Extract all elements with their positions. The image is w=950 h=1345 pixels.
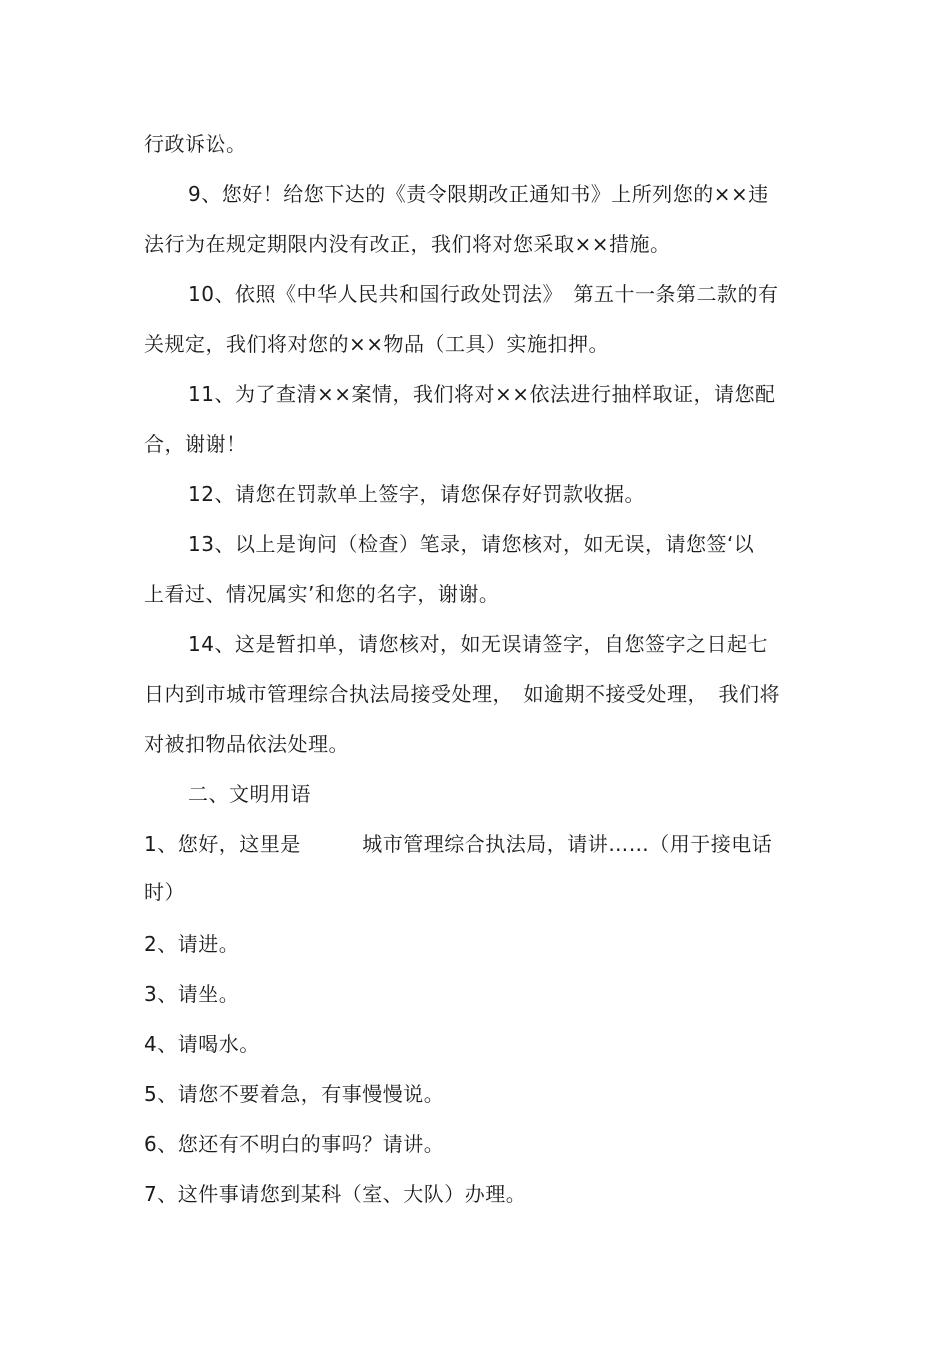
text-line: 上看过、情况属实’和您的名字，谢谢。 bbox=[144, 582, 500, 606]
text-line: 5、请您不要着急，有事慢慢说。 bbox=[144, 1082, 445, 1106]
text-line: 4、请喝水。 bbox=[144, 1032, 260, 1056]
text-line: 6、您还有不明白的事吗？请讲。 bbox=[144, 1132, 445, 1156]
text-line: 1、您好，这里是 城市管理综合执法局，请讲……（用于接电话 bbox=[144, 832, 773, 856]
text-line: 7、这件事请您到某科（室、大队）办理。 bbox=[144, 1182, 527, 1206]
text-line: 11、为了查清××案情，我们将对××依法进行抽样取证，请您配 bbox=[188, 382, 776, 406]
text-line: 2、请进。 bbox=[144, 932, 240, 956]
text-line: 14、这是暂扣单，请您核对，如无误请签字，自您签字之日起七 bbox=[188, 632, 768, 656]
section-heading: 二、文明用语 bbox=[188, 782, 311, 806]
text-line: 行政诉讼。 bbox=[144, 132, 247, 156]
text-line: 关规定，我们将对您的××物品（工具）实施扣押。 bbox=[144, 332, 610, 356]
text-line: 13、以上是询问（检查）笔录，请您核对，如无误，请您签‘以 bbox=[188, 532, 755, 556]
text-line: 对被扣物品依法处理。 bbox=[144, 732, 349, 756]
text-line: 法行为在规定期限内没有改正，我们将对您采取××措施。 bbox=[144, 232, 671, 256]
text-line: 合，谢谢！ bbox=[144, 432, 247, 456]
text-line: 3、请坐。 bbox=[144, 982, 240, 1006]
text-line: 12、请您在罚款单上签字，请您保存好罚款收据。 bbox=[188, 482, 645, 506]
text-line: 9、您好！给您下达的《责令限期改正通知书》上所列您的××违 bbox=[188, 182, 769, 206]
text-line: 10、依照《中华人民共和国行政处罚法》 第五十一条第二款的有 bbox=[188, 282, 779, 306]
text-line: 时） bbox=[144, 880, 185, 904]
text-line: 日内到市城市管理综合执法局接受处理， 如逾期不接受处理， 我们将 bbox=[144, 682, 780, 706]
